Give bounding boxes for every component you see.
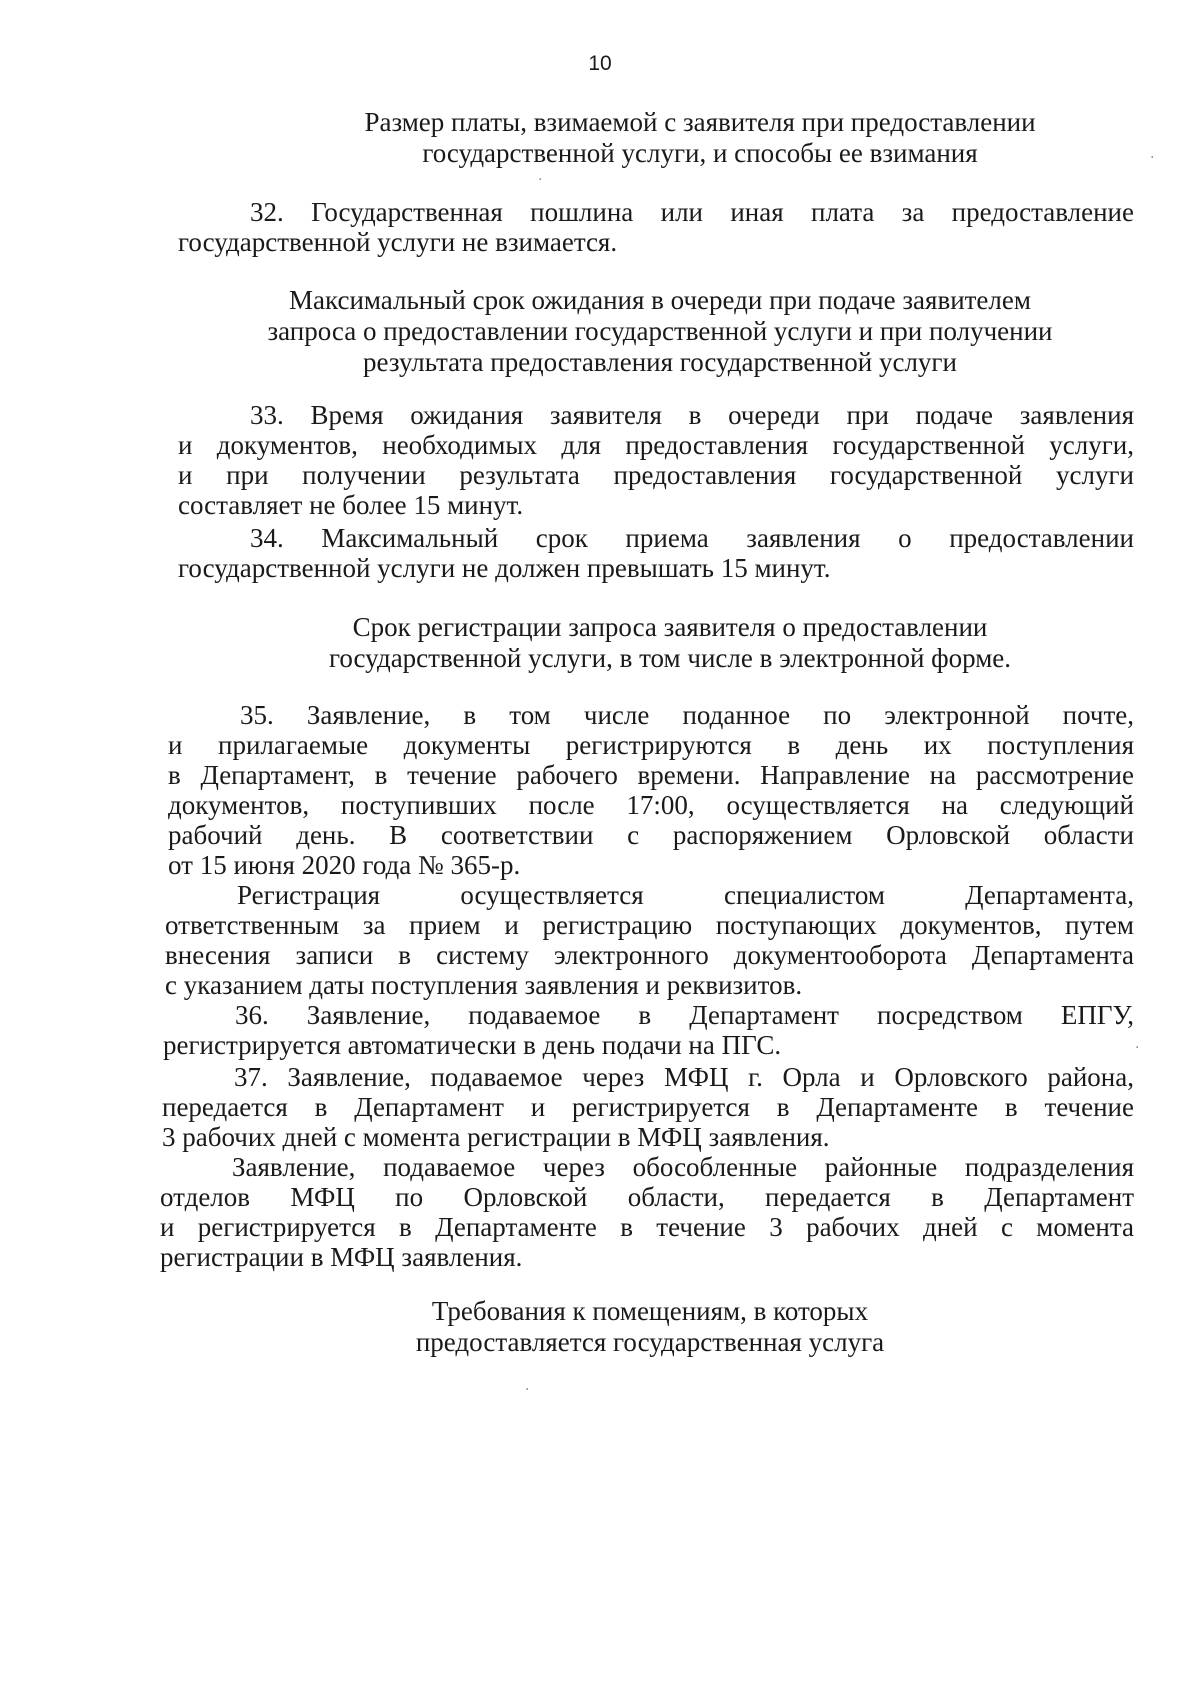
paragraph-line: 33. Время ожидания заявителя в очереди при подаче заявления	[250, 400, 1134, 430]
scan-speck: ·	[1135, 1040, 1140, 1056]
heading-registration	[250, 612, 1090, 674]
paragraph-line: с указанием даты поступления заявления и реквизитов.	[165, 970, 803, 1000]
paragraph-35-registration	[165, 880, 1134, 1000]
paragraph-37-district	[160, 1152, 1134, 1272]
paragraph-35	[168, 700, 1134, 880]
paragraph-line: составляет не более 15 минут.	[178, 490, 524, 520]
heading-queue	[190, 285, 1130, 378]
scan-speck: ·	[1150, 150, 1155, 166]
paragraph-33	[178, 400, 1134, 520]
paragraph-line: и регистрируется в Департаменте в течение 3 рабочих дней с момента	[160, 1212, 1134, 1242]
scan-speck: ·	[538, 172, 543, 188]
heading-registration-line: Срок регистрации запроса заявителя о предоставлении	[352, 612, 988, 642]
heading-premises	[380, 1296, 920, 1358]
paragraph-line: Регистрация осуществляется специалистом Департамента,	[237, 880, 1134, 910]
paragraph-line: и при получении результата предоставления государственной услуги	[178, 460, 1134, 490]
paragraph-36	[163, 1000, 1134, 1060]
paragraph-line: внесения записи в систему электронного документооборота Департамента	[165, 940, 1134, 970]
heading-queue-line: результата предоставления государственной услуги	[363, 347, 957, 377]
paragraph-line: от 15 июня 2020 года № 365-р.	[168, 850, 521, 880]
paragraph-line: и документов, необходимых для предоставления государственной услуги,	[178, 430, 1134, 460]
paragraph-line: Заявление, подаваемое через обособленные районные подразделения	[232, 1152, 1134, 1182]
paragraph-line: 32. Государственная пошлина или иная плата за предоставление	[250, 197, 1134, 227]
paragraph-line: ответственным за прием и регистрацию поступающих документов, путем	[165, 910, 1134, 940]
paragraph-34	[178, 523, 1134, 583]
scan-speck: ·	[525, 1382, 530, 1398]
heading-fee	[300, 107, 1100, 169]
page-number: 10	[588, 52, 612, 75]
paragraph-line: в Департамент, в течение рабочего времени. Направление на рассмотрение	[168, 760, 1134, 790]
paragraph-line: 36. Заявление, подаваемое в Департамент посредством ЕПГУ,	[235, 1000, 1134, 1030]
heading-queue-line: Максимальный срок ожидания в очереди при подаче заявителем	[289, 285, 1031, 315]
heading-premises-line: предоставляется государственная услуга	[415, 1327, 885, 1357]
heading-fee-line: Размер платы, взимаемой с заявителя при предоставлении	[364, 107, 1036, 137]
paragraph-line: 37. Заявление, подаваемое через МФЦ г. Орла и Орловского района,	[234, 1062, 1134, 1092]
paragraph-37	[162, 1062, 1134, 1152]
paragraph-line: регистрируется автоматически в день подачи на ПГС.	[163, 1030, 782, 1060]
heading-fee-line: государственной услуги, и способы ее взимания	[422, 138, 978, 168]
paragraph-line: отделов МФЦ по Орловской области, передается в Департамент	[160, 1182, 1134, 1212]
paragraph-line: 3 рабочих дней с момента регистрации в МФЦ заявления.	[162, 1122, 830, 1152]
paragraph-line: регистрации в МФЦ заявления.	[160, 1242, 523, 1272]
paragraph-line: передается в Департамент и регистрируется в Департаменте в течение	[162, 1092, 1134, 1122]
heading-premises-line: Требования к помещениям, в которых	[431, 1296, 869, 1326]
paragraph-line: рабочий день. В соответствии с распоряжением Орловской области	[168, 820, 1134, 850]
paragraph-line: 35. Заявление, в том числе поданное по электронной почте,	[240, 700, 1134, 730]
paragraph-32	[178, 197, 1134, 257]
paragraph-line: и прилагаемые документы регистрируются в день их поступления	[168, 730, 1134, 760]
paragraph-line: государственной услуги не должен превышать 15 минут.	[178, 553, 831, 583]
paragraph-line: государственной услуги не взимается.	[178, 227, 618, 257]
paragraph-line: документов, поступивших после 17:00, осуществляется на следующий	[168, 790, 1134, 820]
heading-queue-line: запроса о предоставлении государственной услуги и при получении	[267, 316, 1053, 346]
paragraph-line: 34. Максимальный срок приема заявления о предоставлении	[250, 523, 1134, 553]
heading-registration-line: государственной услуги, в том числе в электронной форме.	[328, 643, 1012, 673]
